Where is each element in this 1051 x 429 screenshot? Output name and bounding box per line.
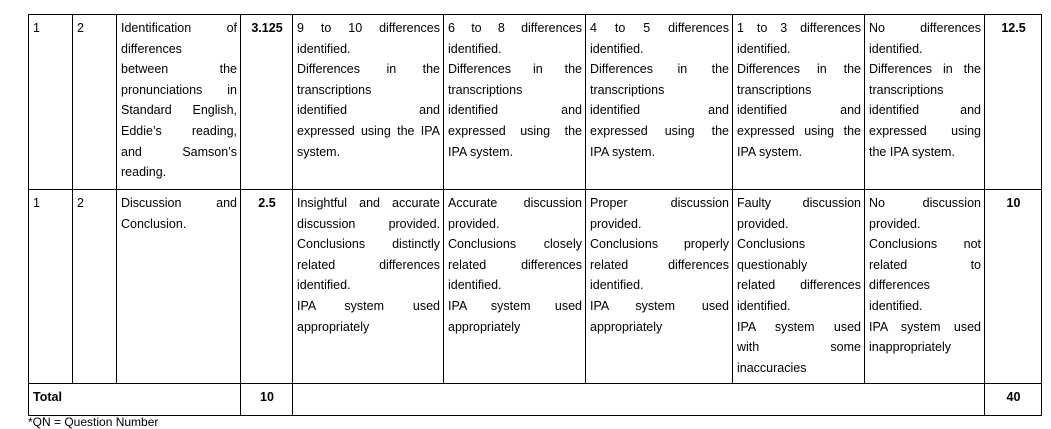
cell-text-line: transcriptions bbox=[297, 82, 372, 97]
cell-text-line: identified. bbox=[448, 278, 502, 293]
cell-text-line: IPA system used bbox=[590, 298, 729, 313]
cell-text-line: IPA system used bbox=[737, 319, 861, 334]
cell-text-line: identified. bbox=[737, 298, 791, 313]
cell-text-line: provided. bbox=[737, 216, 789, 231]
cell-text-line: identified. bbox=[869, 41, 923, 56]
rubric-table bbox=[28, 14, 1042, 416]
cell-text-line: provided. bbox=[448, 216, 500, 231]
cell-text-line: expressed using the IPA bbox=[297, 123, 440, 138]
cell-text-line: Differences in the bbox=[297, 62, 440, 77]
level-cell bbox=[865, 15, 985, 190]
section-cell: 2 bbox=[73, 15, 117, 190]
cell-text-line: IPA system. bbox=[737, 144, 803, 159]
cell-text-line: identified and bbox=[448, 103, 582, 118]
level-cell bbox=[586, 15, 733, 190]
level-cell bbox=[293, 190, 444, 384]
cell-text-line: Differences in the bbox=[448, 62, 582, 77]
cell-text-line: expressed using the bbox=[737, 123, 861, 138]
cell-text-line: Accurate discussion bbox=[448, 196, 582, 210]
cell-text-line: reading. bbox=[121, 165, 167, 180]
cell-text-line: with some bbox=[737, 340, 861, 355]
cell-text-line: identified and bbox=[590, 103, 729, 118]
table-row bbox=[29, 15, 1042, 190]
cell-text-line: expressed using the bbox=[448, 123, 582, 138]
cell-text-line: IPA system. bbox=[590, 144, 656, 159]
cell-text-line: IPA system. bbox=[448, 144, 514, 159]
cell-text-line: related differences bbox=[448, 257, 582, 272]
cell-text-line: identified. bbox=[590, 278, 644, 293]
level-cell bbox=[865, 190, 985, 384]
cell-text-line: expressed using bbox=[869, 123, 981, 138]
cell-text-line: Conclusions properly bbox=[590, 237, 729, 252]
cell-text-line: appropriately bbox=[590, 319, 663, 334]
cell-text-line: identified and bbox=[297, 103, 440, 118]
level-cell bbox=[733, 190, 865, 384]
total-max-score: 40 bbox=[985, 384, 1042, 416]
cell-text-line: No discussion bbox=[869, 196, 981, 210]
cell-text-line: Faulty discussion bbox=[737, 196, 861, 210]
cell-text-line: identified. bbox=[448, 41, 502, 56]
cell-text-line: Insightful and accurate bbox=[297, 196, 440, 210]
cell-text-line: Differences in the bbox=[737, 62, 861, 77]
cell-text-line: IPA system used bbox=[448, 298, 582, 313]
cell-text-line: discussion provided. bbox=[297, 216, 440, 231]
cell-text-line: 6 to 8 differences bbox=[448, 21, 582, 35]
cell-text-line: pronunciations in bbox=[121, 82, 237, 97]
cell-text-line: provided. bbox=[869, 216, 921, 231]
cell-text-line: provided. bbox=[590, 216, 642, 231]
criterion-cell bbox=[117, 190, 241, 384]
cell-text-line: appropriately bbox=[297, 319, 370, 334]
footnote: *QN = Question Number bbox=[28, 415, 159, 429]
cell-text-line: Identification of bbox=[121, 21, 237, 35]
cell-text-line: Differences in the bbox=[590, 62, 729, 77]
cell-text-line: inappropriately bbox=[869, 340, 951, 355]
cell-text-line: and Samson’s bbox=[121, 144, 237, 159]
cell-text-line: transcriptions bbox=[448, 82, 523, 97]
cell-text-line: related differences bbox=[590, 257, 729, 272]
cell-text-line: Eddie’s reading, bbox=[121, 123, 237, 138]
cell-text-line: differences bbox=[121, 41, 182, 56]
cell-text-line: identified. bbox=[737, 41, 791, 56]
cell-text-line: Conclusions distinctly bbox=[297, 237, 440, 252]
cell-text-line: transcriptions bbox=[590, 82, 665, 97]
cell-text-line: transcriptions bbox=[737, 82, 812, 97]
cell-text-line: Differences in the bbox=[869, 62, 981, 77]
cell-text-line: system. bbox=[297, 144, 341, 159]
cell-text-line: appropriately bbox=[448, 319, 521, 334]
qn-cell: 1 bbox=[29, 15, 73, 190]
cell-text-line: 9 to 10 differences bbox=[297, 21, 440, 35]
cell-text-line: Conclusion. bbox=[121, 216, 187, 231]
cell-text-line: Conclusions closely bbox=[448, 237, 582, 252]
total-row bbox=[29, 384, 1042, 416]
cell-text-line: related differences bbox=[297, 257, 440, 272]
cell-text-line: the IPA system. bbox=[869, 144, 955, 159]
cell-text-line: Conclusions bbox=[737, 237, 806, 252]
cell-text-line: differences bbox=[869, 278, 930, 293]
table-row bbox=[29, 190, 1042, 384]
cell-text-line: Proper discussion bbox=[590, 196, 729, 210]
level-cell bbox=[586, 190, 733, 384]
qn-cell: 1 bbox=[29, 190, 73, 384]
cell-text-line: IPA system used bbox=[297, 298, 440, 313]
cell-text-line: No differences bbox=[869, 21, 981, 35]
cell-text-line: Discussion and bbox=[121, 196, 237, 210]
cell-text-line: inaccuracies bbox=[737, 360, 807, 375]
total-label: Total bbox=[29, 384, 241, 416]
cell-text-line: identified and bbox=[869, 103, 981, 118]
level-cell bbox=[444, 190, 586, 384]
cell-text-line: related differences bbox=[737, 278, 861, 293]
weight-cell: 2.5 bbox=[241, 190, 293, 384]
level-cell bbox=[444, 15, 586, 190]
total-spacer bbox=[293, 384, 985, 416]
cell-text-line: Conclusions not bbox=[869, 237, 981, 252]
cell-text-line: identified. bbox=[869, 298, 923, 313]
weight-cell: 3.125 bbox=[241, 15, 293, 190]
level-cell bbox=[733, 15, 865, 190]
total-weight: 10 bbox=[241, 384, 293, 416]
cell-text-line: identified. bbox=[297, 278, 351, 293]
cell-text-line: transcriptions bbox=[869, 82, 944, 97]
cell-text-line: identified. bbox=[297, 41, 351, 56]
section-cell: 2 bbox=[73, 190, 117, 384]
cell-text-line: related to bbox=[869, 257, 981, 272]
cell-text-line: between the bbox=[121, 62, 237, 77]
cell-text-line: identified. bbox=[590, 41, 644, 56]
level-cell bbox=[293, 15, 444, 190]
max-score-cell: 12.5 bbox=[985, 15, 1042, 190]
criterion-cell bbox=[117, 15, 241, 190]
cell-text-line: 4 to 5 differences bbox=[590, 21, 729, 35]
cell-text-line: expressed using the bbox=[590, 123, 729, 138]
cell-text-line: Standard English, bbox=[121, 103, 237, 118]
max-score-cell: 10 bbox=[985, 190, 1042, 384]
cell-text-line: IPA system used bbox=[869, 319, 981, 334]
cell-text-line: identified and bbox=[737, 103, 861, 118]
cell-text-line: 1 to 3 differences bbox=[737, 21, 861, 35]
cell-text-line: questionably bbox=[737, 257, 808, 272]
